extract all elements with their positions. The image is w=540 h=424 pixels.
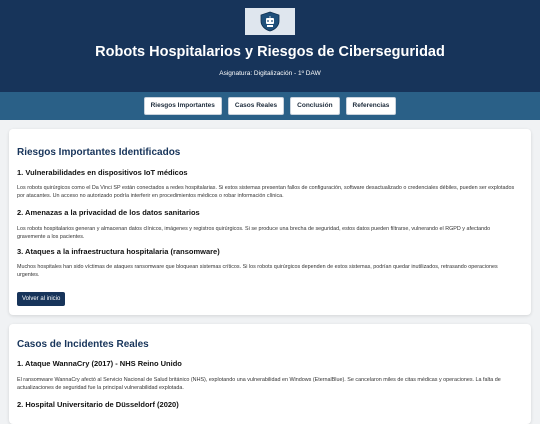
nav-risks-button[interactable]: Riesgos Importantes [144,97,222,115]
risk-item-text-2: Los robots hospitalarios generan y almacenan datos clínicos, imágenes y registros quirúrgicos. Si se produce una brecha de seguridad, estos datos pueden filtrarse, vulnerando el RGPD y afectando gravemente a los pacientes. [17,226,491,240]
risks-section-title: Riesgos Importantes Identificados [17,147,181,158]
risk-item-title-2: 2. Amenazas a la privacidad de los datos sanitarios [17,208,200,217]
risk-item-text-3: Muchos hospitales han sido víctimas de ataques ransomware que bloquean sistemas críticos. Si los robots quirúrgicos dependen de estos sistemas, podrían quedar inutilizados, retrasando operaciones urgentes. [17,264,498,278]
nav-conclusion-button[interactable]: Conclusión [290,97,339,115]
case-item-title-1: 1. Ataque WannaCry (2017) - NHS Reino Unido [17,359,182,368]
cases-section-title: Casos de Incidentes Reales [17,339,149,350]
risks-section [9,129,531,315]
case-item-text-1: El ransomware WannaCry afectó al Servicio Nacional de Salud británico (NHS), explotando una vulnerabilidad en Windows (EternalBlue). Se cancelaron miles de citas médicas y operaciones. La falta de actualizaciones de seguridad fue la principal vulnerabilidad explotada. [17,377,501,391]
case-item-title-2: 2. Hospital Universitario de Düsseldorf (2020) [17,400,179,409]
page-title: Robots Hospitalarios y Riesgos de Ciberseguridad [95,44,445,60]
logo [245,8,295,35]
cases-section [9,324,531,424]
risk-item-title-1: 1. Vulnerabilidades en dispositivos IoT médicos [17,168,188,177]
risk-item-text-1: Los robots quirúrgicos como el Da Vinci SP están conectados a redes hospitalarias. Si estos sistemas presentan fallos de configuración, software desactualizado o credenciales débiles, pueden ser explotados por atacantes. Un acceso no autorizado podría interferir en procedimientos médicos o robar información clínica. [17,185,515,199]
page-header [0,0,540,92]
main-nav [0,92,540,120]
nav-references-button[interactable]: Referencias [346,97,397,115]
risk-item-title-3: 3. Ataques a la infraestructura hospitalaria (ransomware) [17,247,220,256]
page-subtitle: Asignatura: Digitalización - 1º DAW [219,70,321,77]
robot-shield-icon [259,11,281,32]
nav-cases-button[interactable]: Casos Reales [228,97,284,115]
back-to-top-button[interactable]: Volver al inicio [17,292,65,306]
